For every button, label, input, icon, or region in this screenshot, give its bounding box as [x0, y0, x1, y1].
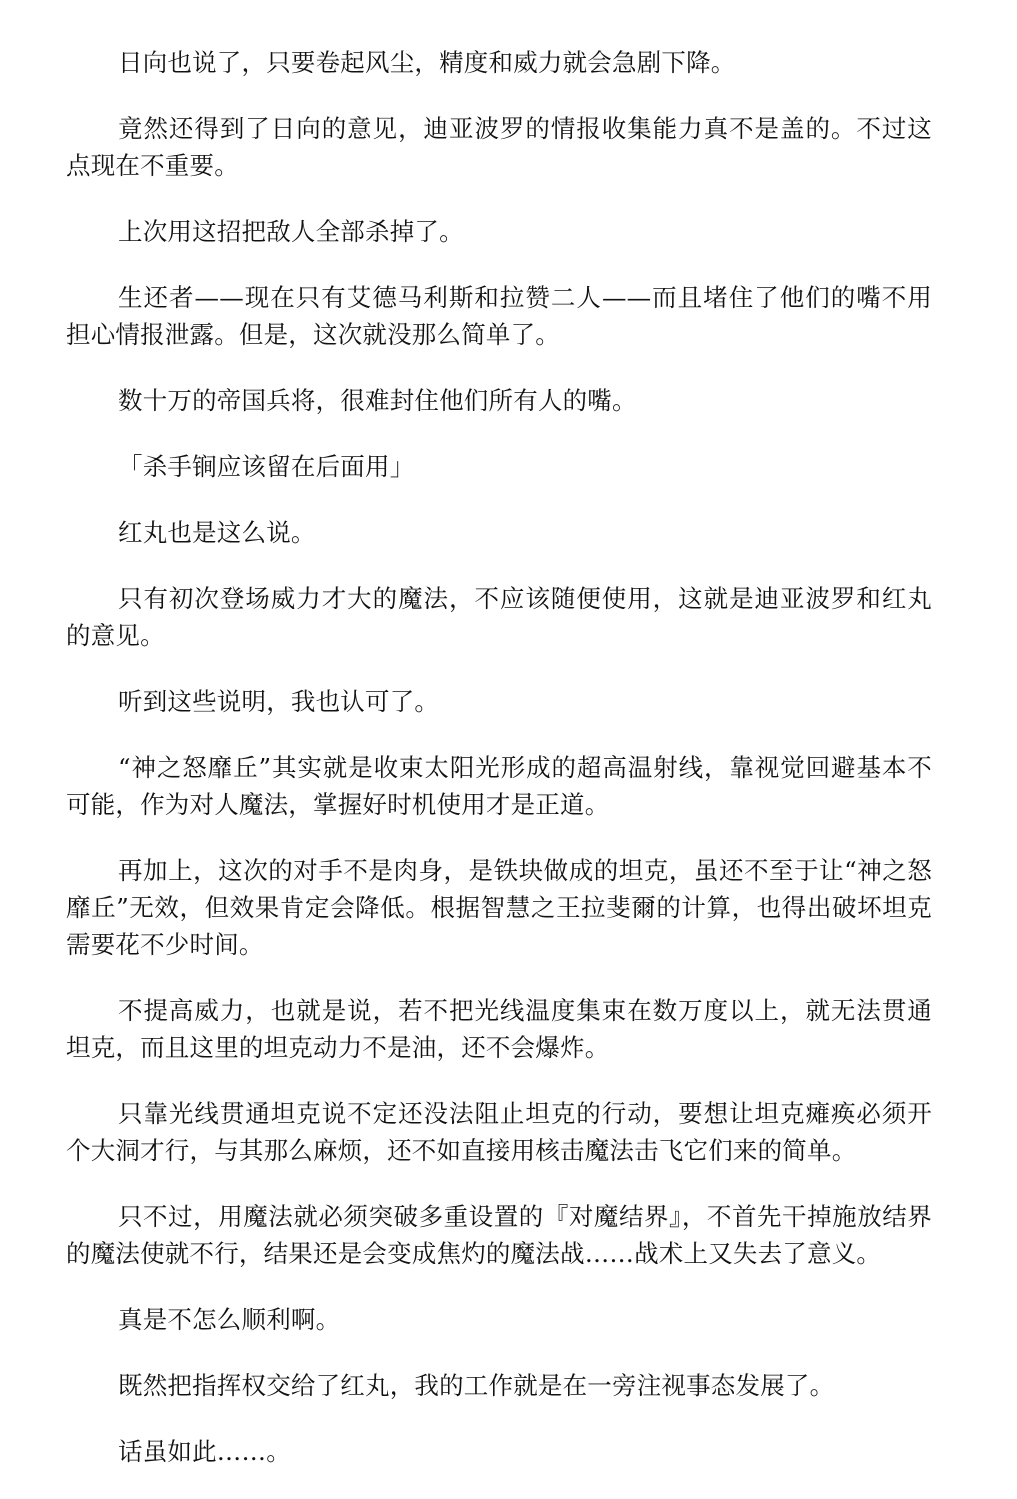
- paragraph: 真是不怎么顺利啊。: [118, 1305, 341, 1334]
- paragraph: 红丸也是这么说。: [118, 518, 316, 547]
- paragraph: 再加上，这次的对手不是肉身，是铁块做成的坦克，虽还不至于让“神之怒靡丘”无效，但效果肯定会降低。根据智慧之王拉斐爾的计算，也得出破坏坦克需要花不少时间。: [66, 856, 932, 959]
- paragraph: 只有初次登场威力才大的魔法，不应该随便使用，这就是迪亚波罗和红丸的意见。: [66, 584, 932, 650]
- paragraph: 日向也说了，只要卷起风尘，精度和威力就会急剧下降。: [118, 48, 736, 77]
- paragraph: 生还者——现在只有艾德马利斯和拉赞二人——而且堵住了他们的嘴不用担心情报泄露。但是，这次就没那么简单了。: [66, 283, 932, 349]
- paragraph: 竟然还得到了日向的意见，迪亚波罗的情报收集能力真不是盖的。不过这点现在不重要。: [66, 114, 932, 180]
- paragraph: 只靠光线贯通坦克说不定还没法阻止坦克的行动，要想让坦克瘫痪必须开个大洞才行，与其那么麻烦，还不如直接用核击魔法击飞它们来的简单。: [66, 1099, 932, 1165]
- paragraph: 听到这些说明，我也认可了。: [118, 687, 440, 716]
- paragraph: 上次用这招把敌人全部杀掉了。: [118, 217, 464, 246]
- paragraph: 数十万的帝国兵将，很难封住他们所有人的嘴。: [118, 386, 637, 415]
- paragraph: 话虽如此……。: [118, 1437, 291, 1466]
- paragraph: 不提高威力，也就是说，若不把光线温度集束在数万度以上，就无法贯通坦克，而且这里的坦克动力不是油，还不会爆炸。: [66, 996, 932, 1062]
- paragraph: 只不过，用魔法就必须突破多重设置的『对魔结界』，不首先干掉施放结界的魔法使就不行，结果还是会变成焦灼的魔法战……战术上又失去了意义。: [66, 1202, 932, 1268]
- paragraph: 「杀手锏应该留在后面用」: [118, 452, 415, 481]
- paragraph: 既然把指挥权交给了红丸，我的工作就是在一旁注视事态发展了。: [118, 1371, 835, 1400]
- paragraph: “神之怒靡丘”其实就是收束太阳光形成的超高温射线，靠视觉回避基本不可能，作为对人魔法，掌握好时机使用才是正道。: [66, 753, 932, 819]
- document-page: [66, 44, 932, 1499]
